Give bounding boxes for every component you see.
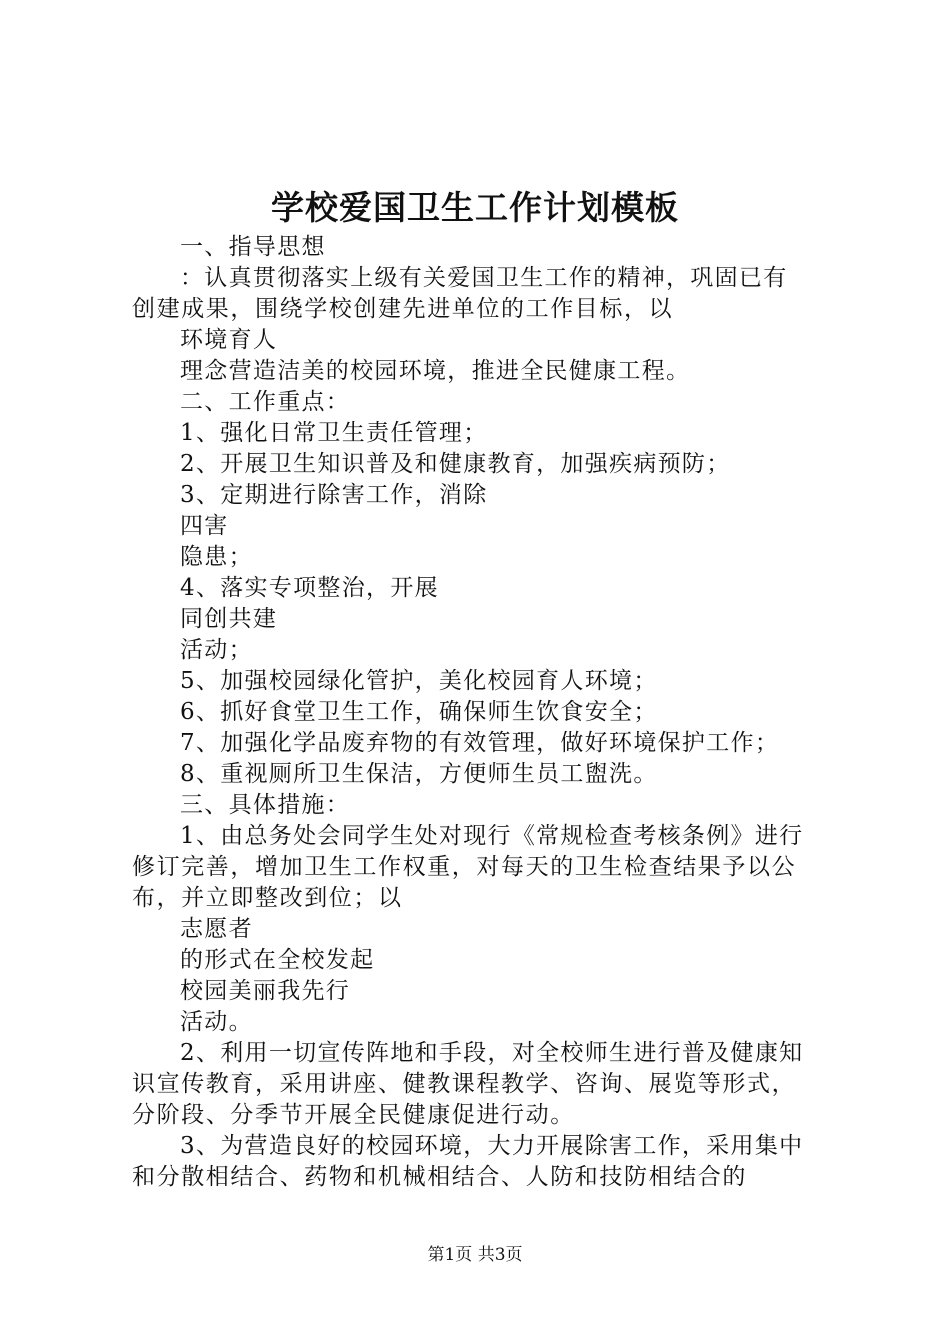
body-line: 分阶段、分季节开展全民健康促进行动。: [132, 1102, 575, 1128]
body-line: 一、指导思想: [180, 234, 326, 260]
body-line: 理念营造洁美的校园环境，推进全民健康工程。: [180, 358, 691, 384]
body-line: 隐患；: [180, 544, 253, 570]
body-line: 同创共建: [180, 606, 278, 632]
body-line: 识宣传教育，采用讲座、健教课程教学、咨询、展览等形式，: [132, 1071, 797, 1097]
body-line: 志愿者: [180, 916, 253, 942]
body-line: 6、抓好食堂卫生工作，确保师生饮食安全；: [180, 699, 658, 725]
body-line: 修订完善，增加卫生工作权重，对每天的卫生检查结果予以公: [132, 854, 797, 880]
body-line: 校园美丽我先行: [180, 978, 351, 1004]
body-line: 3、定期进行除害工作，消除: [180, 482, 488, 508]
body-line: 活动；: [180, 637, 253, 663]
body-line: 5、加强校园绿化管护，美化校园育人环境；: [180, 668, 658, 694]
body-line: 布，并立即整改到位；以: [132, 885, 403, 911]
body-line: 1、由总务处会同学生处对现行《常规检查考核条例》进行: [180, 823, 804, 849]
body-line: 四害: [180, 513, 229, 539]
body-line: 二、工作重点：: [180, 389, 351, 415]
body-line: 2、开展卫生知识普及和健康教育，加强疾病预防；: [180, 451, 731, 477]
body-line: ：认真贯彻落实上级有关爱国卫生工作的精神，巩固已有: [180, 265, 788, 291]
page-number-footer: 第1页 共3页: [427, 1245, 523, 1265]
body-line: 4、落实专项整治，开展: [180, 575, 439, 601]
body-line: 的形式在全校发起: [180, 947, 375, 973]
document-body: [132, 232, 832, 1193]
body-line: 环境育人: [180, 327, 278, 353]
body-line: 三、具体措施：: [180, 792, 351, 818]
body-line: 活动。: [180, 1009, 253, 1035]
body-line: 创建成果，围绕学校创建先进单位的工作目标，以: [132, 296, 674, 322]
body-line: 3、为营造良好的校园环境，大力开展除害工作，采用集中: [180, 1133, 804, 1159]
body-line: 2、利用一切宣传阵地和手段，对全校师生进行普及健康知: [180, 1040, 804, 1066]
body-line: 8、重视厕所卫生保洁，方便师生员工盥洗。: [180, 761, 658, 787]
body-line: 7、加强化学品废弃物的有效管理，做好环境保护工作；: [180, 730, 780, 756]
body-line: 1、强化日常卫生责任管理；: [180, 420, 488, 446]
body-line: 和分散相结合、药物和机械相结合、人防和技防相结合的: [132, 1164, 747, 1190]
document-title: 学校爱国卫生工作计划模板: [271, 188, 679, 227]
